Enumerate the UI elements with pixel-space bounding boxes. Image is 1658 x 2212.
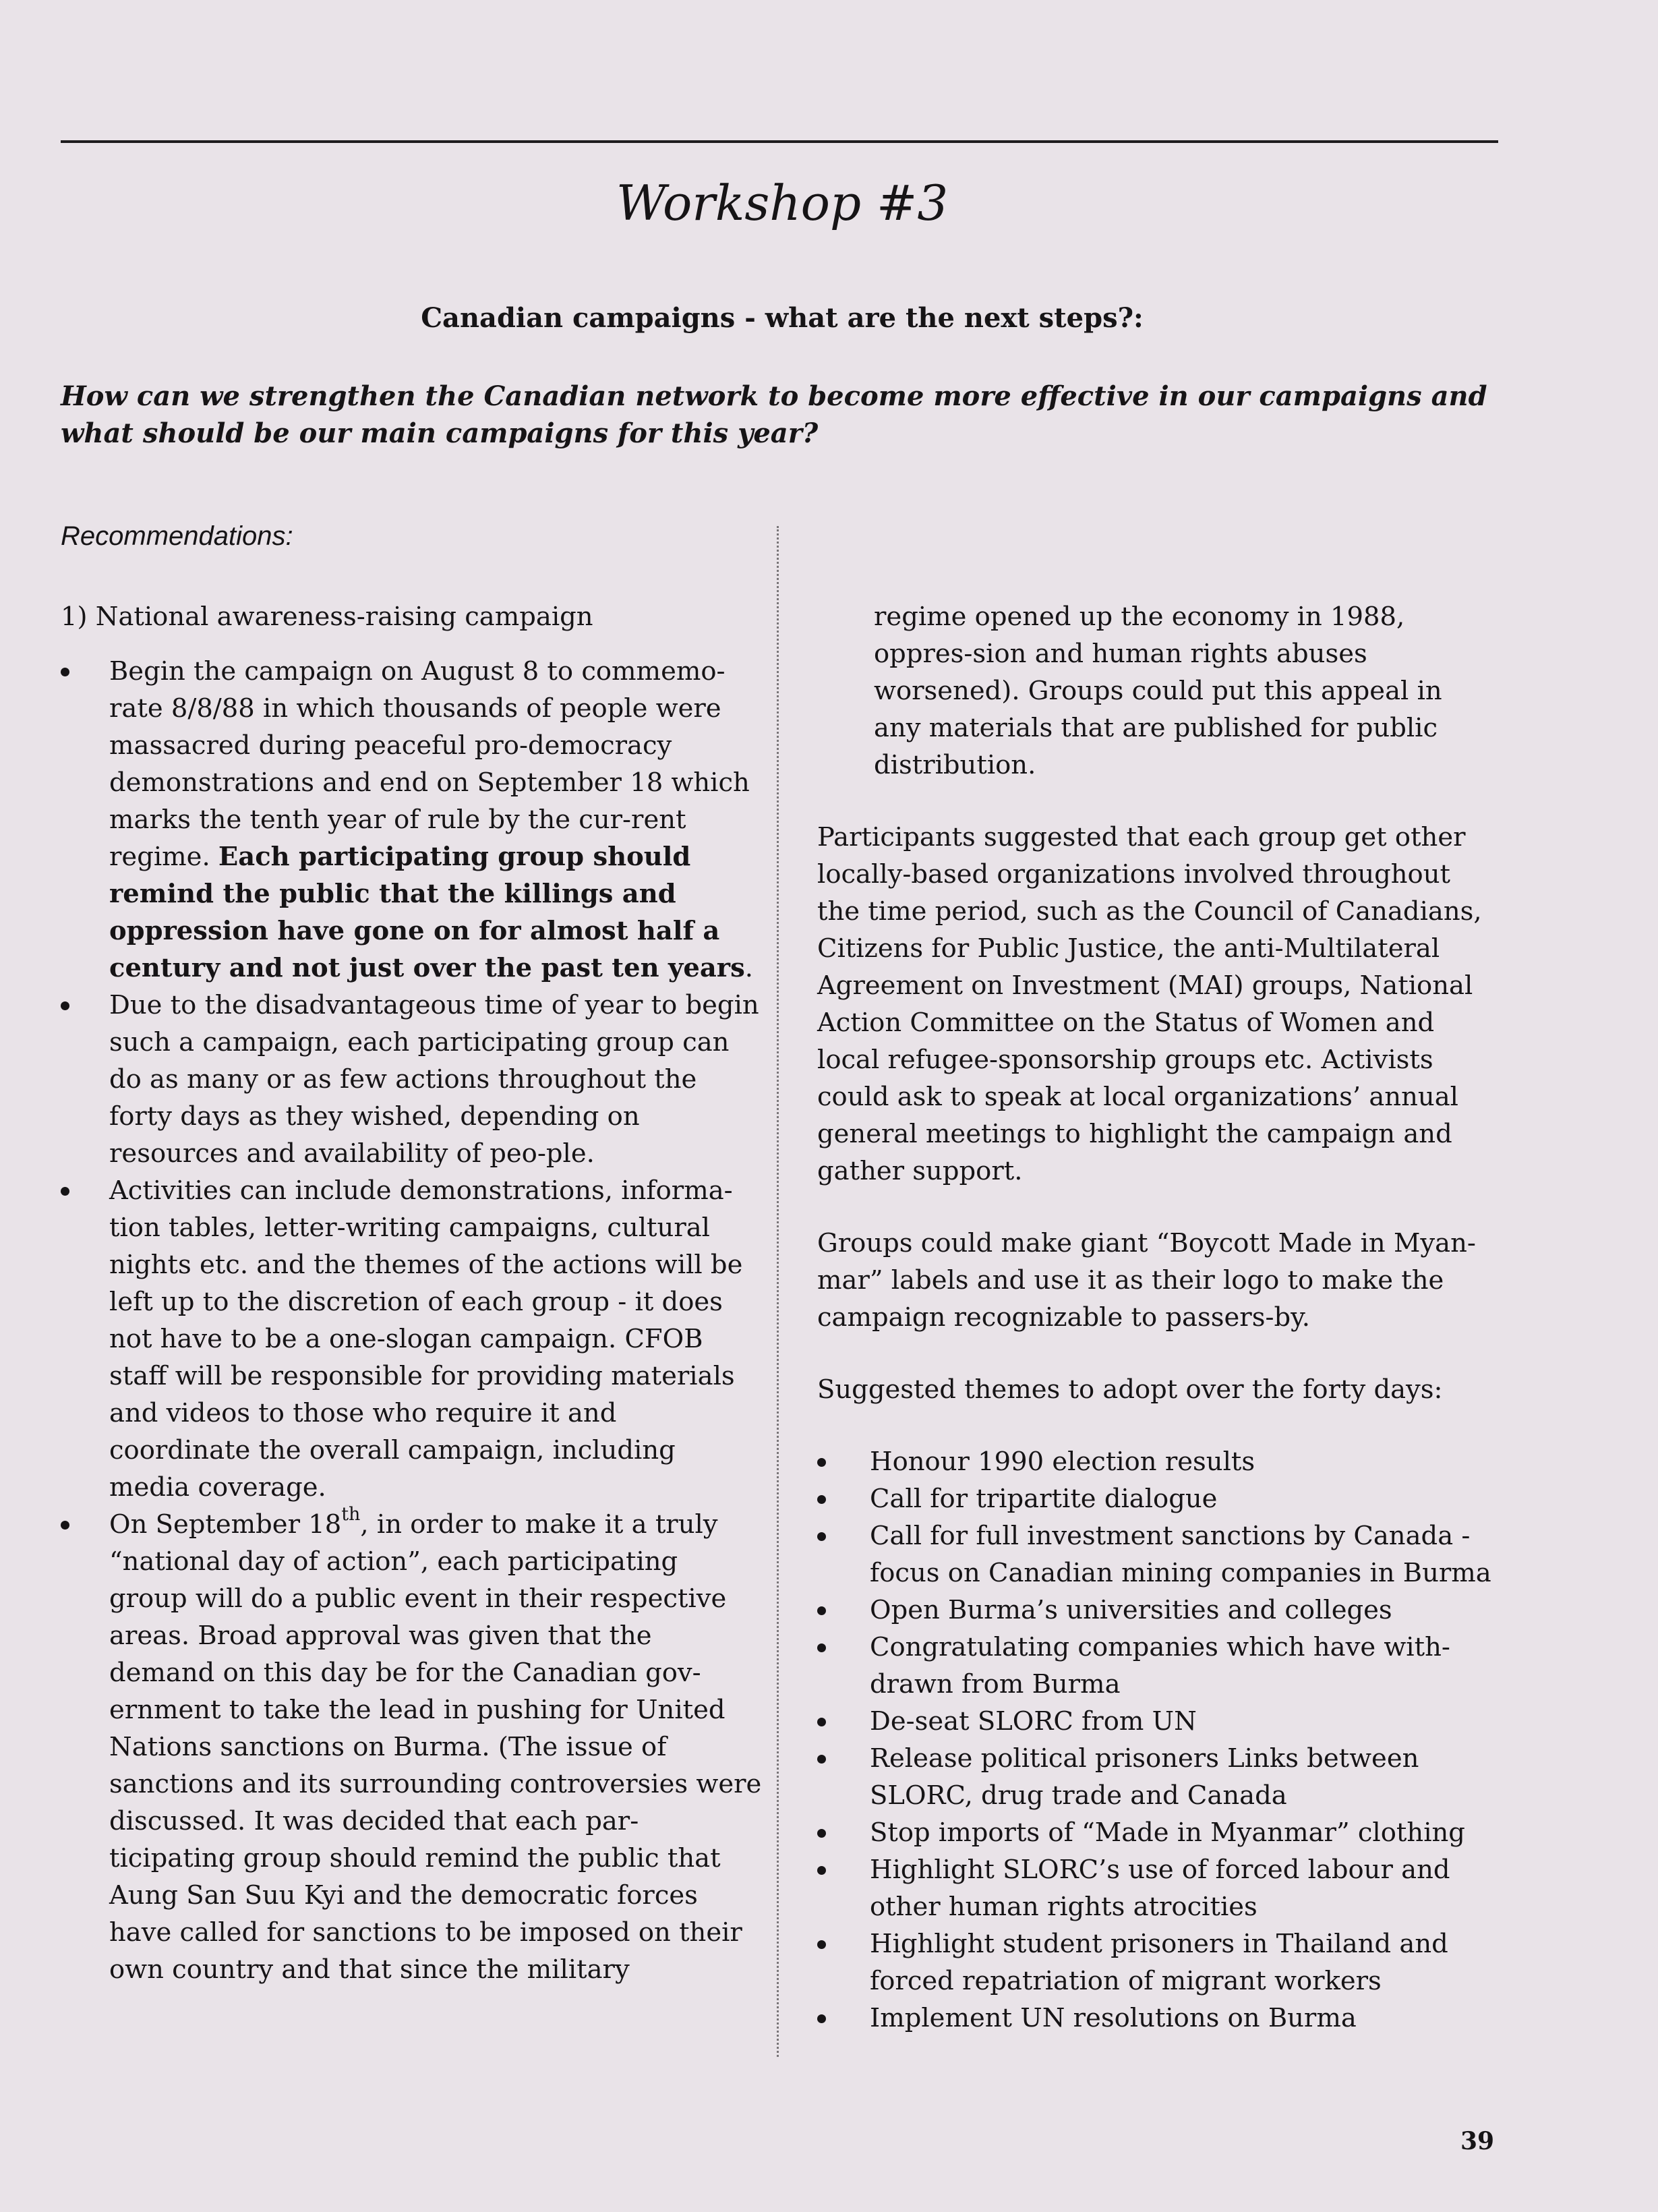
- theme-text: Call for full investment sanctions by Canada - focus on Canadian mining companies in Burma: [870, 1521, 1491, 1588]
- bullet-text-continued: , in order to make it a truly “national day of action”, each participating group will do a public event in their respective areas. Broad approval was given that the demand on this day be for the Canadian gov-ernment to take the lead in pushing for United Nations sanctions on Burma. (The issue of sanctions and its surrounding controversies were discussed. It was decided that each par-ticipating group should remind the public that Aung San Suu Kyi and the democratic forces have called for sanctions to be imposed on their own country and that since the military: [109, 1509, 762, 1985]
- theme-item: [817, 1480, 1491, 1517]
- continued-paragraph: regime opened up the economy in 1988, oppres-sion and human rights abuses worsened). Groups could put this appeal in any materials that are published for public distribution.: [874, 602, 1442, 780]
- theme-text: Implement UN resolutions on Burma: [870, 2003, 1357, 2033]
- theme-item: [817, 1443, 1491, 1480]
- header-rule: [61, 140, 1498, 143]
- paragraph-participants: Participants suggested that each group get other locally-based organizations involved throughout the time period, such as the Council of Canadians, Citizens for Public Justice, the anti-Multilateral Agreement on Investment (MAI) groups, National Action Committee on the Status of Women and local refugee-sponsorship groups etc. Activists could ask to speak at local organizations’ annual general meetings to highlight the campaign and gather support.: [817, 822, 1482, 1186]
- page-title: Workshop #3: [616, 175, 949, 231]
- bullet-icon: [61, 1001, 69, 1010]
- themes-heading: Suggested themes to adopt over the forty days:: [817, 1374, 1443, 1405]
- bullet-bold-text: Each participating group should remind the public that the killings and oppression have gone on for almost half a century and not just over the past ten years: [109, 842, 745, 983]
- item-heading: 1) National awareness-raising campaign: [61, 602, 593, 632]
- bullet-icon: [61, 1521, 69, 1530]
- bullet-text-end: .: [744, 953, 753, 983]
- theme-text: Highlight SLORC’s use of forced labour and other human rights atrocities: [870, 1855, 1450, 1922]
- bullet-item: [61, 653, 762, 987]
- page-subtitle: Canadian campaigns - what are the next steps?:: [421, 302, 1144, 334]
- theme-text: Release political prisoners Links between SLORC, drug trade and Canada: [870, 1743, 1419, 1811]
- bullet-icon: [817, 1940, 826, 1949]
- theme-text: Open Burma’s universities and colleges: [870, 1595, 1392, 1625]
- bullet-icon: [817, 1606, 826, 1615]
- theme-item: [817, 2000, 1491, 2037]
- themes-list: [817, 1443, 1491, 2037]
- ordinal-suffix: th: [341, 1503, 361, 1525]
- bullet-icon: [817, 2014, 826, 2023]
- bullet-icon: [817, 1643, 826, 1652]
- bullet-text: Activities can include demonstrations, informa-tion tables, letter-writing campaigns, cultural nights etc. and the themes of the actions will be left up to the discretion of each group - it does not have to be a one-slogan campaign. CFOB staff will be responsible for providing materials and videos to those who require it and coordinate the overall campaign, including media coverage.: [109, 1175, 743, 1503]
- theme-text: Call for tripartite dialogue: [870, 1484, 1218, 1514]
- bullet-text: Begin the campaign on August 8 to commemo-rate 8/8/88 in which thousands of people were massacred during peaceful pro-democracy demonstrations and end on September 18 which marks the tenth year of rule by the cur-rent regime.: [109, 656, 750, 872]
- bullet-text: Due to the disadvantageous time of year to begin such a campaign, each participating group can do as many or as few actions throughout the forty days as they wished, depending on resources and availability of peo-ple.: [109, 990, 759, 1169]
- bullet-icon: [817, 1532, 826, 1541]
- campaign-bullets: [61, 653, 762, 1988]
- left-column: [61, 598, 762, 1988]
- bullet-item: [61, 1172, 762, 1506]
- bullet-icon: [817, 1495, 826, 1504]
- theme-item: [817, 1740, 1491, 1814]
- theme-text: De-seat SLORC from UN: [870, 1706, 1197, 1737]
- bullet-item: [61, 987, 762, 1172]
- theme-item: [817, 1629, 1491, 1703]
- theme-item: [817, 1851, 1491, 1925]
- theme-item: [817, 1592, 1491, 1629]
- theme-item: [817, 1925, 1491, 2000]
- bullet-icon: [817, 1755, 826, 1764]
- right-column: [817, 598, 1491, 2037]
- page-number: 39: [1460, 2127, 1495, 2155]
- guiding-question: How can we strengthen the Canadian network to become more effective in our campaigns and what should be our main campaigns for this year?: [61, 380, 1487, 449]
- theme-item: [817, 1517, 1491, 1592]
- recommendations-heading: Recommendations:: [61, 521, 293, 551]
- theme-item: [817, 1814, 1491, 1851]
- bullet-item: [61, 1503, 762, 1988]
- bullet-icon: [817, 1718, 826, 1726]
- theme-text: Stop imports of “Made in Myanmar” clothing: [870, 1817, 1465, 1848]
- bullet-icon: [817, 1829, 826, 1838]
- paragraph-labels: Groups could make giant “Boycott Made in Myan-mar” labels and use it as their logo to make the campaign recognizable to passers-by.: [817, 1228, 1476, 1333]
- bullet-text: On September 18: [109, 1509, 342, 1540]
- column-divider: [777, 526, 779, 2057]
- bullet-icon: [817, 1866, 826, 1875]
- bullet-icon: [61, 1187, 69, 1196]
- theme-text: Congratulating companies which have with-drawn from Burma: [870, 1632, 1450, 1699]
- theme-text: Highlight student prisoners in Thailand and forced repatriation of migrant workers: [870, 1929, 1448, 1996]
- bullet-icon: [817, 1458, 826, 1467]
- theme-text: Honour 1990 election results: [870, 1447, 1255, 1477]
- bullet-icon: [61, 668, 69, 676]
- theme-item: [817, 1703, 1491, 1740]
